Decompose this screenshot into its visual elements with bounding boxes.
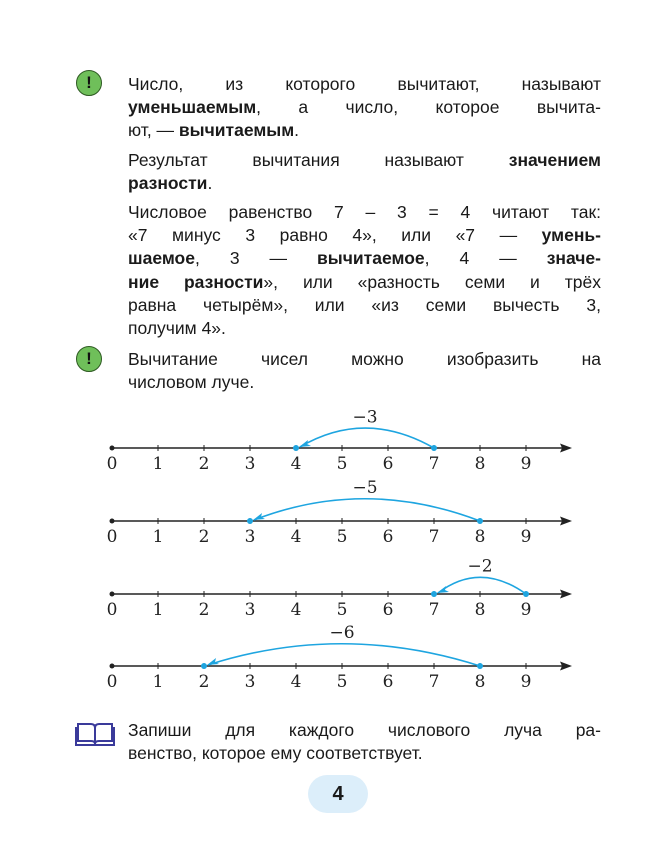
- end-point: [201, 663, 207, 669]
- tick-label: 5: [336, 672, 348, 692]
- term-bold: умень-: [541, 225, 601, 246]
- origin-dot: [110, 446, 115, 451]
- tick-label: 9: [520, 454, 532, 474]
- rule-number-line: [128, 348, 601, 394]
- tick-label: 6: [382, 454, 394, 474]
- text-line: [128, 201, 601, 224]
- tick-label: 4: [290, 454, 302, 474]
- number-line: [0, 546, 650, 626]
- text-line: [128, 719, 601, 742]
- page-number: 4: [308, 775, 368, 813]
- tick-label: 3: [244, 527, 256, 547]
- tick-label: 2: [198, 454, 210, 474]
- subtraction-arc: [208, 644, 480, 666]
- text-segment: .: [207, 172, 213, 193]
- arc-label: −2: [467, 556, 493, 577]
- tick-label: 2: [198, 600, 210, 620]
- tick-label: 7: [428, 454, 440, 474]
- tick-label: 7: [428, 527, 440, 547]
- tick-label: 0: [106, 672, 118, 692]
- text-line: [128, 317, 601, 340]
- tick-label: 6: [382, 600, 394, 620]
- book-icon: [75, 720, 115, 748]
- text-line: [128, 294, 601, 317]
- tick-label: 5: [336, 454, 348, 474]
- end-point: [431, 591, 437, 597]
- text-segment: .: [294, 120, 300, 141]
- tick-label: 5: [336, 600, 348, 620]
- term-bold: ние разности: [128, 271, 264, 292]
- tick-label: 8: [474, 527, 486, 547]
- start-point: [523, 591, 529, 597]
- tick-label: 0: [106, 600, 118, 620]
- subtraction-arc: [300, 428, 434, 448]
- arc-label: −5: [352, 478, 378, 498]
- tick-label: 1: [152, 527, 164, 547]
- tick-label: 1: [152, 672, 164, 692]
- subtraction-arc: [254, 499, 480, 521]
- term-bold: разности: [128, 172, 208, 193]
- term-bold: вычитаемое: [317, 248, 425, 269]
- tick-label: 7: [428, 672, 440, 692]
- origin-dot: [110, 519, 115, 524]
- tick-label: 1: [152, 454, 164, 474]
- text-segment: Результат вычитания называют: [128, 149, 509, 170]
- term-bold: вычитаемым: [178, 120, 295, 141]
- tick-label: 3: [244, 454, 256, 474]
- text-segment: Запиши для каждого числового луча ра-: [128, 720, 601, 740]
- text-line: [128, 172, 601, 195]
- tick-label: 5: [336, 527, 348, 547]
- text-segment: венство, которое ему соответствует.: [128, 743, 423, 764]
- tick-label: 4: [290, 672, 302, 692]
- text-segment: числовом луче.: [128, 372, 255, 393]
- text-segment: », или «разность семи и трёх: [263, 271, 601, 292]
- subtraction-arc: [438, 577, 526, 594]
- start-point: [477, 518, 483, 524]
- text-line: [128, 73, 601, 96]
- paragraph: [128, 201, 601, 340]
- number-line: [0, 400, 650, 480]
- exclamation-icon: !: [76, 346, 102, 372]
- paragraph: [128, 73, 601, 143]
- exclamation-icon: !: [76, 70, 102, 96]
- text-segment: Числовое равенство 7 – 3 = 4 читают так:: [128, 201, 601, 222]
- tick-label: 7: [428, 600, 440, 620]
- tick-label: 2: [198, 672, 210, 692]
- tick-label: 9: [520, 600, 532, 620]
- start-point: [477, 663, 483, 669]
- term-bold: уменьшаемым: [128, 97, 257, 118]
- text-line: [128, 96, 601, 119]
- term-bold: значением: [508, 149, 601, 170]
- tick-label: 1: [152, 600, 164, 620]
- tick-label: 8: [474, 672, 486, 692]
- rule-subtraction-terms: [128, 73, 601, 340]
- end-point: [293, 445, 299, 451]
- text-line: [128, 371, 601, 394]
- text-segment: ют, —: [128, 120, 179, 141]
- task-text: [128, 719, 601, 765]
- tick-label: 2: [198, 527, 210, 547]
- text-segment: Число, из которого вычитают, называют: [128, 74, 601, 94]
- origin-dot: [110, 592, 115, 597]
- text-segment: «7 минус 3 равно 4», или «7 —: [128, 225, 542, 246]
- number-line: [0, 618, 650, 698]
- tick-label: 3: [244, 672, 256, 692]
- tick-label: 4: [290, 600, 302, 620]
- tick-label: 6: [382, 527, 394, 547]
- tick-label: 9: [520, 527, 532, 547]
- tick-label: 8: [474, 454, 486, 474]
- tick-label: 8: [474, 600, 486, 620]
- term-bold: значе-: [546, 248, 601, 269]
- text-line: [128, 149, 601, 172]
- origin-dot: [110, 664, 115, 669]
- tick-label: 0: [106, 527, 118, 547]
- end-point: [247, 518, 253, 524]
- text-segment: равна четырём», или «из семи вычесть 3,: [128, 294, 601, 315]
- tick-label: 0: [106, 454, 118, 474]
- paragraph: [128, 348, 601, 394]
- text-segment: , а число, которое вычита-: [256, 97, 601, 118]
- tick-label: 4: [290, 527, 302, 547]
- paragraph: [128, 719, 601, 765]
- text-line: [128, 119, 601, 142]
- text-segment: Вычитание чисел можно изобразить на: [128, 349, 601, 369]
- text-line: [128, 271, 601, 294]
- tick-label: 6: [382, 672, 394, 692]
- text-segment: , 3 —: [194, 248, 318, 269]
- tick-label: 3: [244, 600, 256, 620]
- text-line: [128, 348, 601, 371]
- text-line: [128, 247, 601, 270]
- arc-label: −6: [329, 623, 355, 643]
- term-bold: шаемое: [128, 248, 195, 269]
- start-point: [431, 445, 437, 451]
- text-segment: , 4 —: [424, 248, 547, 269]
- paragraph: [128, 149, 601, 195]
- arc-label: −3: [352, 407, 378, 428]
- number-line: [0, 473, 650, 553]
- arc-arrowhead: [299, 440, 311, 447]
- text-line: [128, 224, 601, 247]
- tick-label: 9: [520, 672, 532, 692]
- text-segment: получим 4».: [128, 317, 226, 338]
- text-line: [128, 742, 601, 765]
